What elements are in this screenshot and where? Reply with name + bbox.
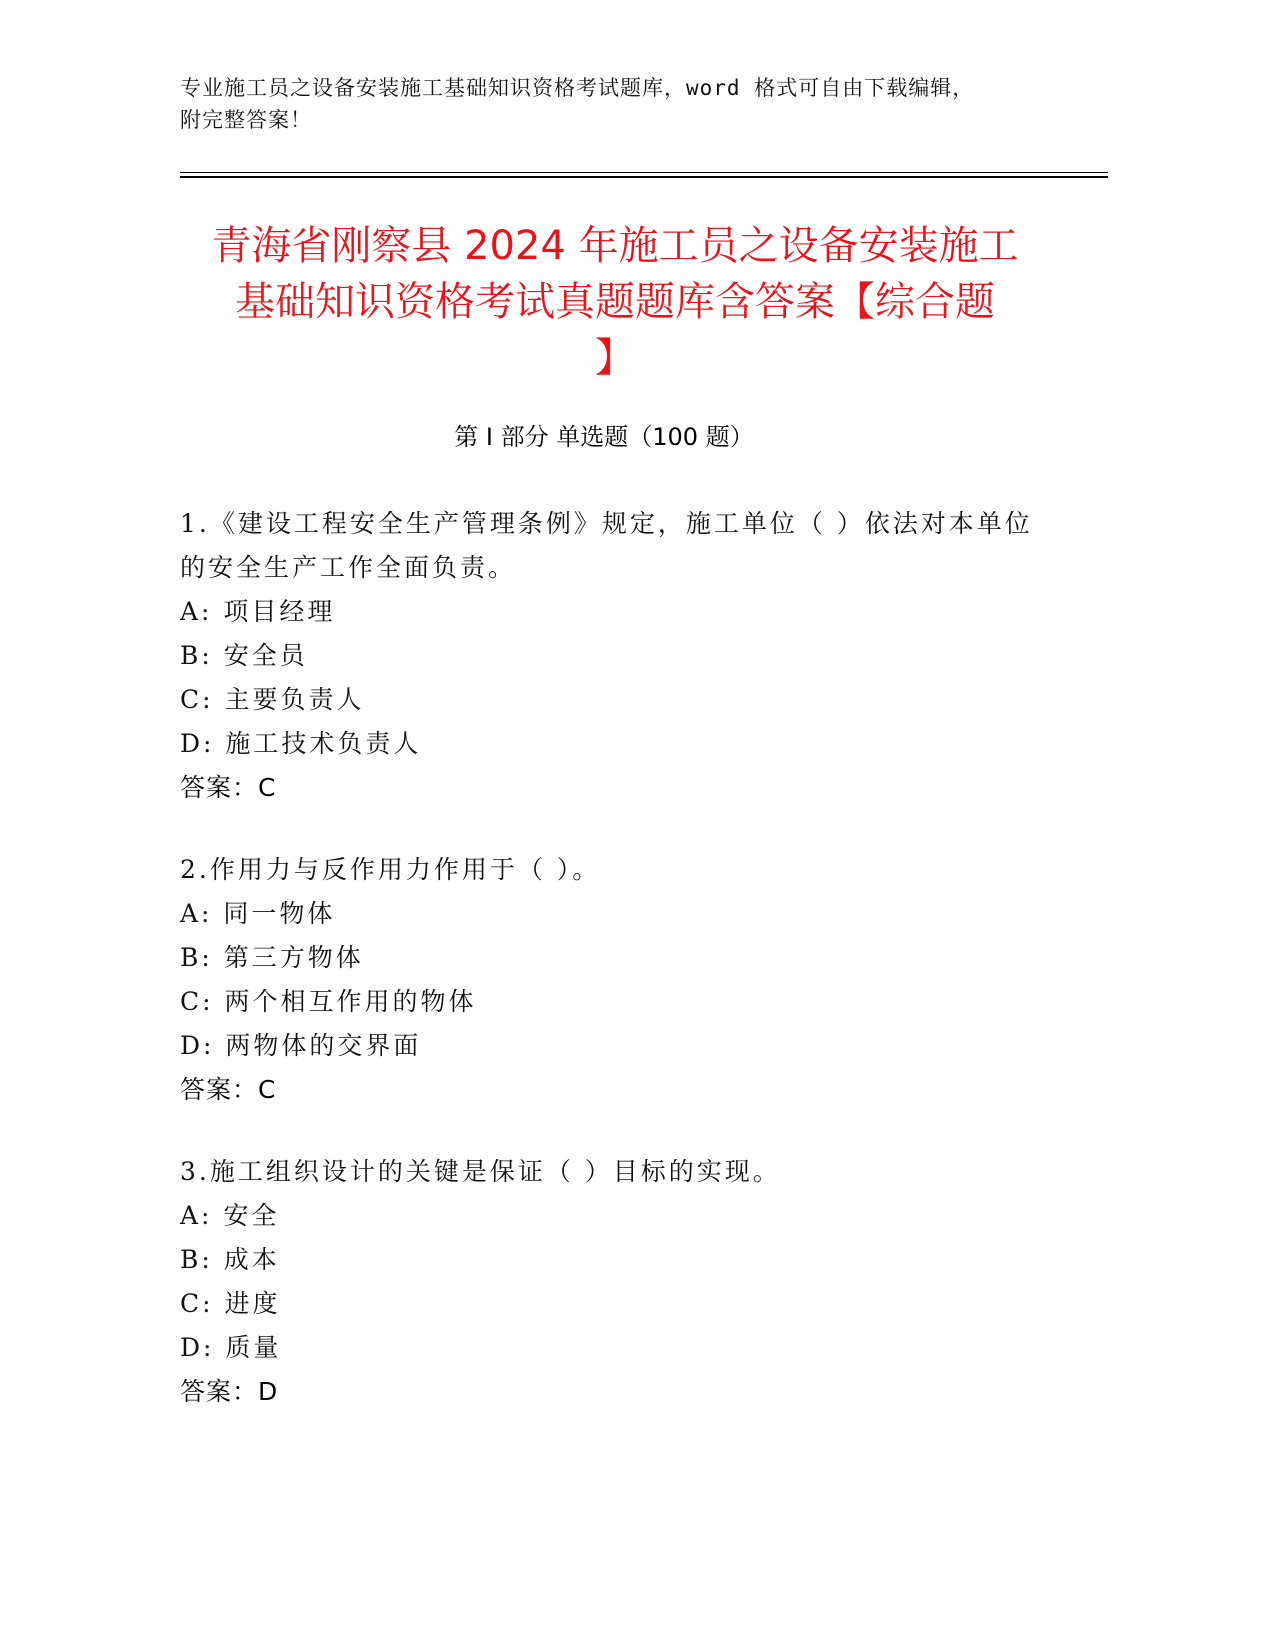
document-title: [175, 218, 1055, 386]
header-divider-thick: [180, 176, 1108, 178]
header-divider-thin: [180, 172, 1108, 173]
option-d: D: 施工技术负责人: [180, 729, 422, 758]
header-note-line-2: 附完整答案！: [180, 108, 312, 132]
document-title-line-2: 基础知识资格考试真题题库含答案【综合题: [235, 279, 995, 325]
answer: 答案：C: [180, 1075, 277, 1104]
option-c: C: 两个相互作用的物体: [180, 987, 477, 1016]
question-stem: 2.作用力与反作用力作用于（ ）。: [180, 855, 601, 884]
question-item: [180, 848, 1060, 1112]
option-c: C: 主要负责人: [180, 685, 365, 714]
header-note: [180, 72, 1060, 136]
header-note-line-1: 专业施工员之设备安装施工基础知识资格考试题库，word 格式可自由下载编辑，: [180, 76, 975, 100]
question-item: [180, 502, 1060, 810]
answer: 答案：D: [180, 1377, 279, 1406]
section-title: 第 I 部分 单选题（100 题）: [454, 423, 754, 451]
option-d: D: 质量: [180, 1333, 282, 1362]
option-a: A: 安全: [180, 1201, 280, 1230]
option-a: A: 同一物体: [180, 899, 336, 928]
question-stem: 1.《建设工程安全生产管理条例》规定，施工单位（ ）依法对本单位的安全生产工作全面负责。: [180, 509, 1033, 582]
option-b: B: 成本: [180, 1245, 280, 1274]
answer: 答案：C: [180, 773, 277, 802]
question-item: [180, 1150, 1060, 1414]
document-title-line-3: 】: [595, 335, 635, 381]
option-d: D: 两物体的交界面: [180, 1031, 422, 1060]
option-b: B: 安全员: [180, 641, 308, 670]
question-stem: 3.施工组织设计的关键是保证（ ）目标的实现。: [180, 1157, 781, 1186]
option-c: C: 进度: [180, 1289, 281, 1318]
document-title-line-1: 青海省刚察县 2024 年施工员之设备安装施工: [211, 223, 1019, 269]
option-b: B: 第三方物体: [180, 943, 364, 972]
question-list: [180, 502, 1060, 1452]
option-a: A: 项目经理: [180, 597, 336, 626]
